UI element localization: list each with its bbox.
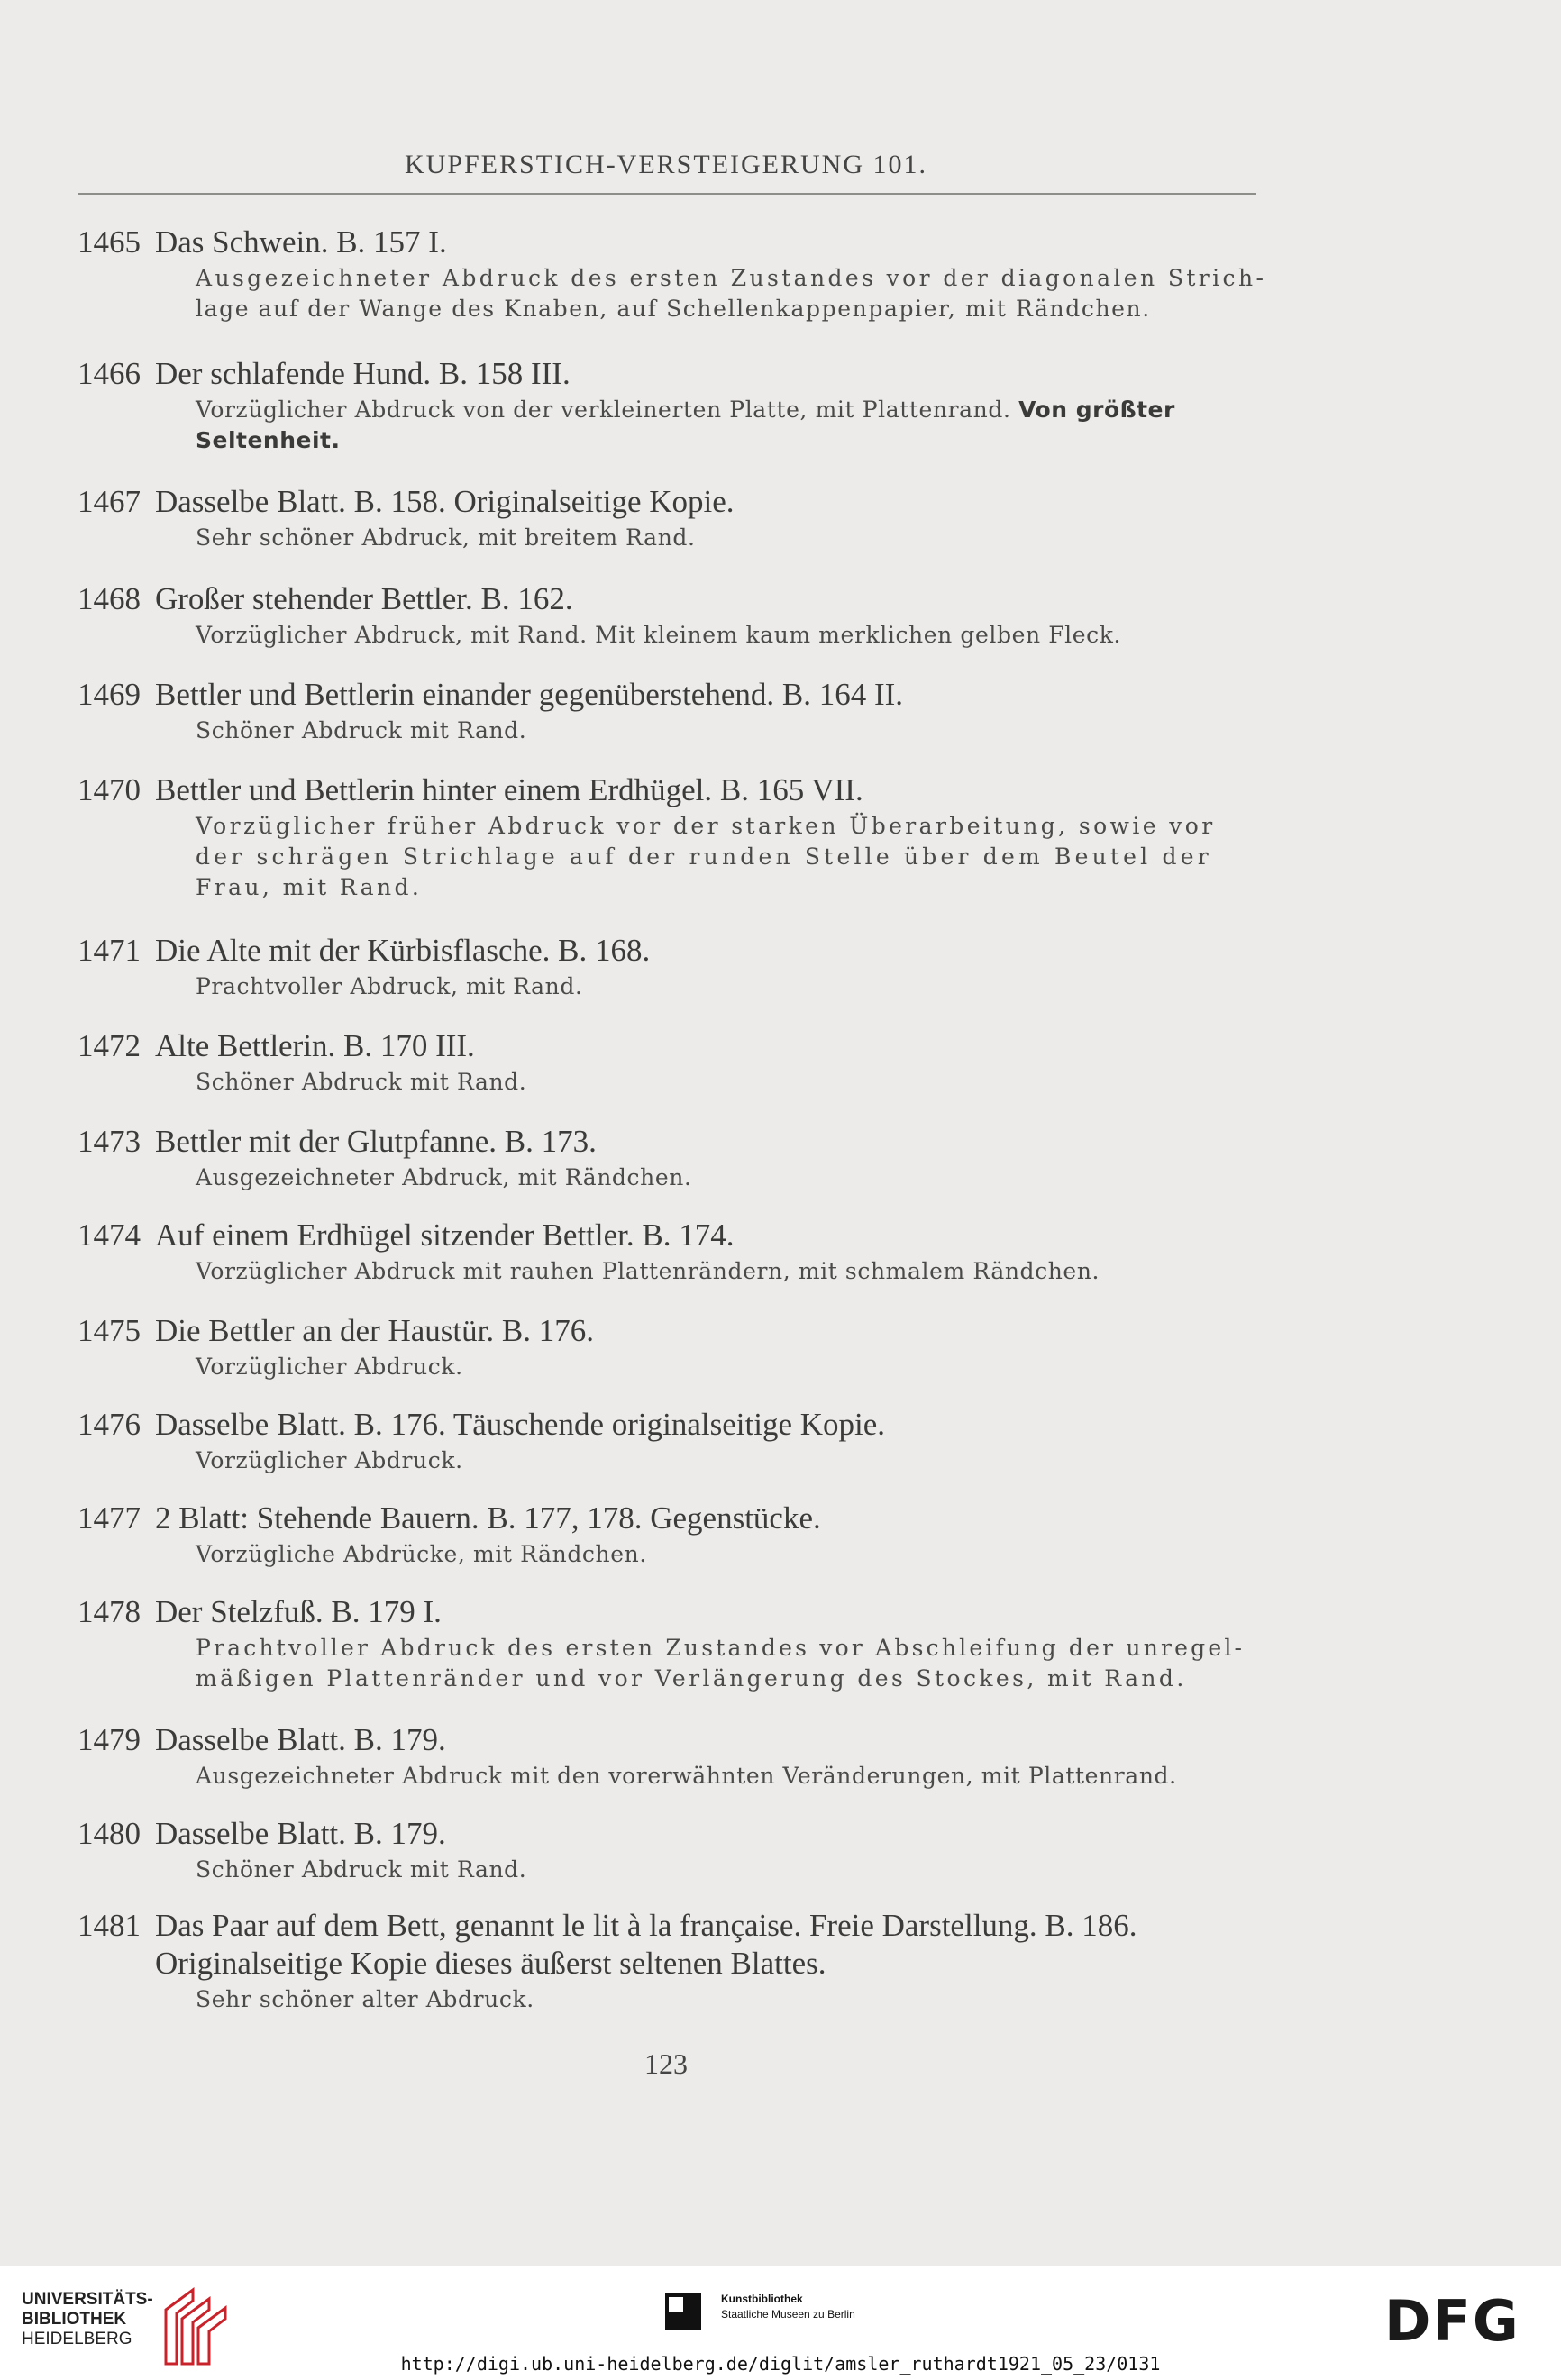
entry-description: Vorzüglicher Abdruck. (196, 1354, 463, 1380)
kunstbibliothek-logo[interactable] (665, 2286, 936, 2340)
catalog-entry (78, 1312, 1267, 1382)
entry-title: Das Paar auf dem Bett, genannt le lit à la française. Freie Darstellung. B. 186. (155, 1908, 1137, 1943)
entry-description: Prachtvoller Abdruck, mit Rand. (196, 973, 583, 999)
entry-title: Dasselbe Blatt. B. 176. Täuschende originalseitige Kopie. (155, 1407, 886, 1442)
entry-description: Prachtvoller Abdruck des ersten Zustandes vor Abschleifung der unregel- (196, 1635, 1246, 1661)
entry-number: 1472 (78, 1028, 141, 1063)
entry-number: 1474 (78, 1217, 141, 1253)
running-header: KUPFERSTICH-VERSTEIGERUNG 101. (404, 150, 928, 179)
entry-title: Die Alte mit der Kürbisflasche. B. 168. (155, 933, 651, 968)
catalog-entry (78, 932, 1267, 1002)
ub-logo-line: BIBLIOTHEK (22, 2310, 127, 2329)
entry-number: 1480 (78, 1816, 141, 1851)
entry-description-bold: Von größter (1018, 397, 1175, 423)
ub-logo-line: UNIVERSITÄTS- (22, 2290, 153, 2309)
catalog-entry (78, 483, 1267, 553)
catalog-entry (78, 1123, 1267, 1193)
entry-description: mäßigen Plattenränder und vor Verlängerung des Stockes, mit Rand. (196, 1665, 1187, 1692)
catalog-entry (78, 771, 1267, 903)
catalog-entry (78, 676, 1267, 746)
entry-title: Dasselbe Blatt. B. 179. (155, 1816, 446, 1851)
entry-description: Schöner Abdruck mit Rand. (196, 1856, 527, 1883)
catalog-entry (78, 355, 1267, 456)
entry-description: Vorzüglicher Abdruck mit rauhen Plattenrändern, mit schmalem Rändchen. (196, 1258, 1100, 1284)
catalog-entry (78, 1815, 1267, 1885)
entry-description-bold: Seltenheit. (196, 427, 341, 453)
entry-description: lage auf der Wange des Knaben, auf Schellenkappenpapier, mit Rändchen. (196, 296, 1151, 322)
kb-logo-line: Staatliche Museen zu Berlin (721, 2308, 855, 2321)
entry-description: Schöner Abdruck mit Rand. (196, 717, 527, 743)
catalog-entry (78, 1406, 1267, 1476)
dfg-logo[interactable]: DFG (1384, 2288, 1520, 2354)
entry-description: Ausgezeichneter Abdruck, mit Rändchen. (196, 1164, 692, 1190)
entry-title: Alte Bettlerin. B. 170 III. (155, 1028, 475, 1063)
entry-title: Auf einem Erdhügel sitzender Bettler. B. 174. (155, 1217, 735, 1253)
entry-number: 1469 (78, 677, 141, 712)
entry-number: 1476 (78, 1407, 141, 1442)
entry-title-continued: Originalseitige Kopie dieses äußerst seltenen Blattes. (155, 1946, 826, 1981)
entry-description: Frau, mit Rand. (196, 874, 423, 900)
entry-number: 1467 (78, 484, 141, 519)
catalog-entry (78, 1593, 1267, 1694)
entry-description: Ausgezeichneter Abdruck mit den vorerwähnten Veränderungen, mit Plattenrand. (196, 1763, 1177, 1789)
digitization-footer (0, 2266, 1561, 2380)
entry-title: 2 Blatt: Stehende Bauern. B. 177, 178. Gegenstücke. (155, 1500, 821, 1536)
entry-number: 1468 (78, 581, 141, 616)
entry-number: 1481 (78, 1908, 141, 1943)
entry-title: Der Stelzfuß. B. 179 I. (155, 1594, 442, 1629)
entry-description: Vorzüglicher Abdruck, mit Rand. Mit kleinem kaum merklichen gelben Fleck. (196, 622, 1122, 648)
entry-number: 1477 (78, 1500, 141, 1536)
entry-description: Vorzüglicher früher Abdruck vor der starken Überarbeitung, sowie vor (196, 813, 1216, 839)
entry-title: Dasselbe Blatt. B. 158. Originalseitige Kopie. (155, 484, 735, 519)
entry-title: Bettler mit der Glutpfanne. B. 173. (155, 1124, 597, 1159)
entry-description: Schöner Abdruck mit Rand. (196, 1069, 527, 1095)
entry-number: 1465 (78, 224, 141, 260)
entry-number: 1473 (78, 1124, 141, 1159)
entry-description: Sehr schöner Abdruck, mit breitem Rand. (196, 524, 696, 551)
entry-title: Der schlafende Hund. B. 158 III. (155, 356, 571, 391)
entry-number: 1478 (78, 1594, 141, 1629)
catalog-entry (78, 580, 1267, 651)
entry-title: Dasselbe Blatt. B. 179. (155, 1722, 446, 1757)
entry-title: Das Schwein. B. 157 I. (155, 224, 447, 260)
entry-title: Großer stehender Bettler. B. 162. (155, 581, 573, 616)
entry-description: Vorzügliche Abdrücke, mit Rändchen. (196, 1541, 647, 1567)
entry-title: Bettler und Bettlerin einander gegenüberstehend. B. 164 II. (155, 677, 904, 712)
catalog-entry (78, 223, 1267, 324)
ub-logo-line: HEIDELBERG (22, 2330, 132, 2348)
entry-number: 1471 (78, 933, 141, 968)
entry-title: Bettler und Bettlerin hinter einem Erdhügel. B. 165 VII. (155, 772, 863, 807)
kunstbibliothek-mark-icon (665, 2293, 701, 2330)
entry-number: 1466 (78, 356, 141, 391)
catalog-entry (78, 1027, 1267, 1098)
entry-title: Die Bettler an der Haustür. B. 176. (155, 1313, 594, 1348)
entry-description: der schrägen Strichlage auf der runden Stelle über dem Beutel der (196, 843, 1212, 870)
kb-logo-line: Kunstbibliothek (721, 2293, 803, 2305)
entry-description: Vorzüglicher Abdruck von der verkleinerten Platte, mit Plattenrand. (196, 397, 1019, 423)
catalog-entry (78, 1500, 1267, 1570)
entry-number: 1475 (78, 1313, 141, 1348)
header-rule (78, 193, 1256, 195)
entry-description: Ausgezeichneter Abdruck des ersten Zustandes vor der diagonalen Strich- (196, 265, 1267, 291)
entry-description: Sehr schöner alter Abdruck. (196, 1986, 534, 2012)
entry-number: 1470 (78, 772, 141, 807)
catalog-entry (78, 1721, 1267, 1792)
entry-description: Vorzüglicher Abdruck. (196, 1447, 463, 1473)
entry-number: 1479 (78, 1722, 141, 1757)
catalog-entry (78, 1907, 1267, 2015)
page-number: 123 (644, 2047, 688, 2080)
catalog-entry (78, 1217, 1267, 1287)
permalink-url[interactable]: http://digi.ub.uni-heidelberg.de/diglit/amsler_ruthardt1921_05_23/0131 (400, 2353, 1161, 2375)
